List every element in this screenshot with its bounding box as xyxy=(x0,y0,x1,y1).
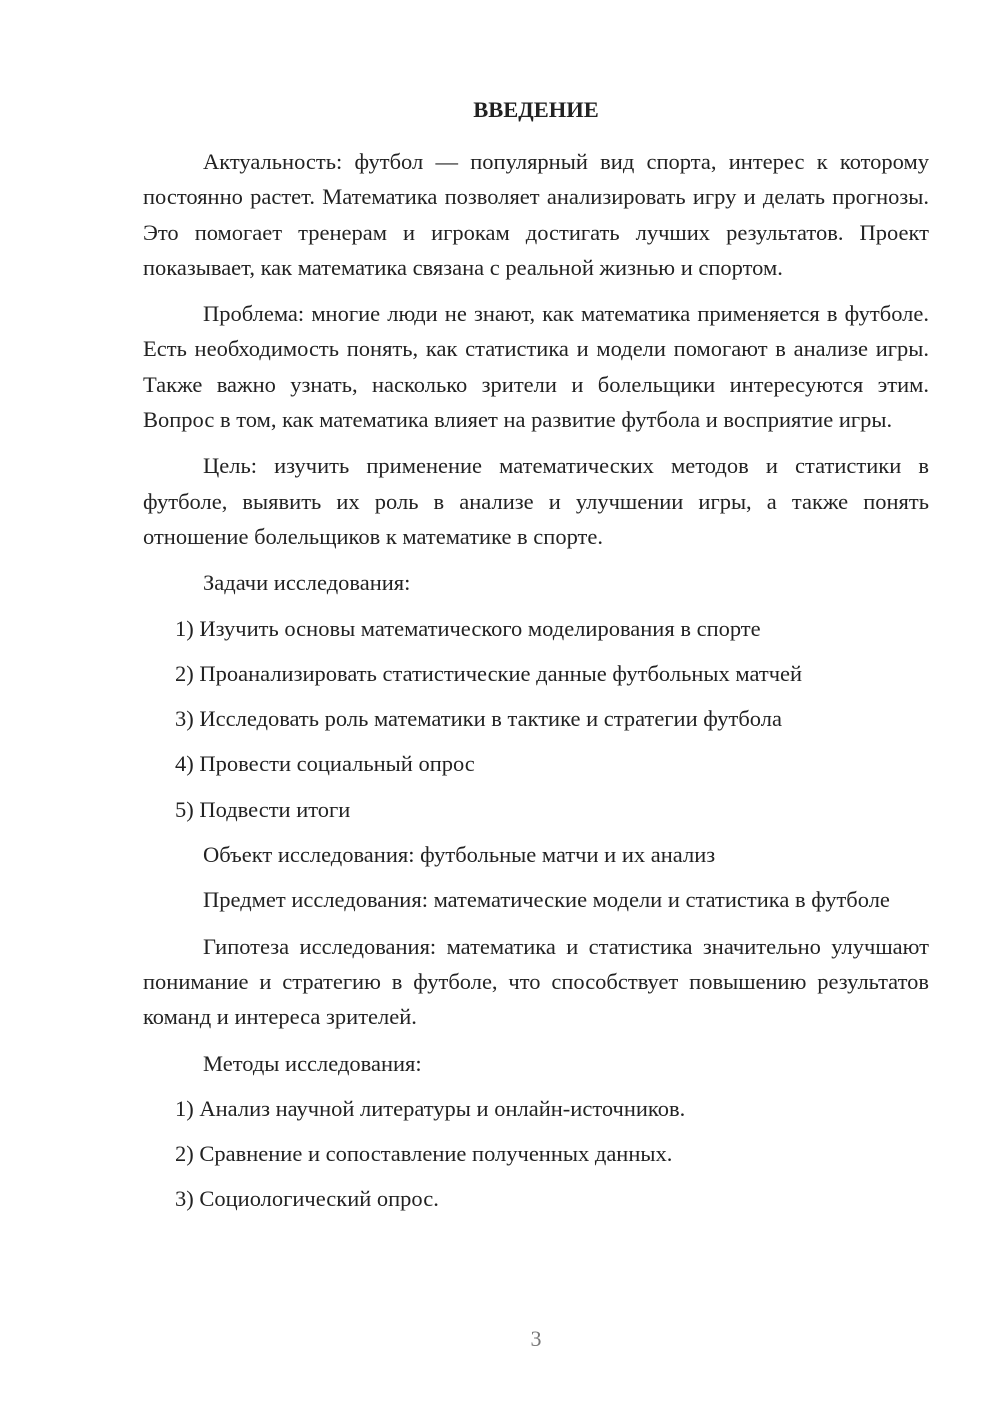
method-item: 3) Социологический опрос. xyxy=(175,1186,439,1212)
paragraph-goal: Цель: изучить применение математических методов и статистики в футболе, выявить их роль в анализе и улучшении игры, а также понять отношение болельщиков к математике в спорте. xyxy=(143,453,929,549)
task-item: 2) Проанализировать статистические данные футбольных матчей xyxy=(175,660,803,686)
research-object: Объект исследования: футбольные матчи и их анализ xyxy=(203,842,716,868)
methods-heading: Методы исследования: xyxy=(203,1050,422,1076)
task-item: 5) Подвести итоги xyxy=(175,796,351,822)
document-page xyxy=(143,95,929,1227)
research-subject: Предмет исследования: математические модели и статистика в футболе xyxy=(203,887,890,913)
tasks-heading: Задачи исследования: xyxy=(203,570,411,596)
task-item: 4) Провести социальный опрос xyxy=(175,751,475,777)
task-item: 1) Изучить основы математического моделирования в спорте xyxy=(175,615,761,641)
page-number: 3 xyxy=(530,1326,542,1351)
section-title: ВВЕДЕНИЕ xyxy=(473,97,599,122)
paragraph-relevance: Актуальность: футбол — популярный вид спорта, интерес к которому постоянно растет. Математика позволяет анализировать игру и делать прогнозы. Это помогает тренерам и игрокам достигать лучших результатов. Проект показывает, как математика связана с реальной жизнью и спортом. xyxy=(143,149,929,280)
paragraph-problem: Проблема: многие люди не знают, как математика применяется в футболе. Есть необходимость понять, как статистика и модели помогают в анализе игры. Также важно узнать, насколько зрители и болельщики интересуются этим. Вопрос в том, как математика влияет на развитие футбола и восприятие игры. xyxy=(143,301,929,433)
method-item: 1) Анализ научной литературы и онлайн-источников. xyxy=(175,1095,686,1121)
task-item: 3) Исследовать роль математики в тактике и стратегии футбола xyxy=(175,706,782,732)
method-item: 2) Сравнение и сопоставление полученных данных. xyxy=(175,1141,673,1167)
research-hypothesis: Гипотеза исследования: математика и статистика значительно улучшают понимание и стратегию в футболе, что способствует повышению результатов команд и интереса зрителей. xyxy=(143,933,929,1030)
